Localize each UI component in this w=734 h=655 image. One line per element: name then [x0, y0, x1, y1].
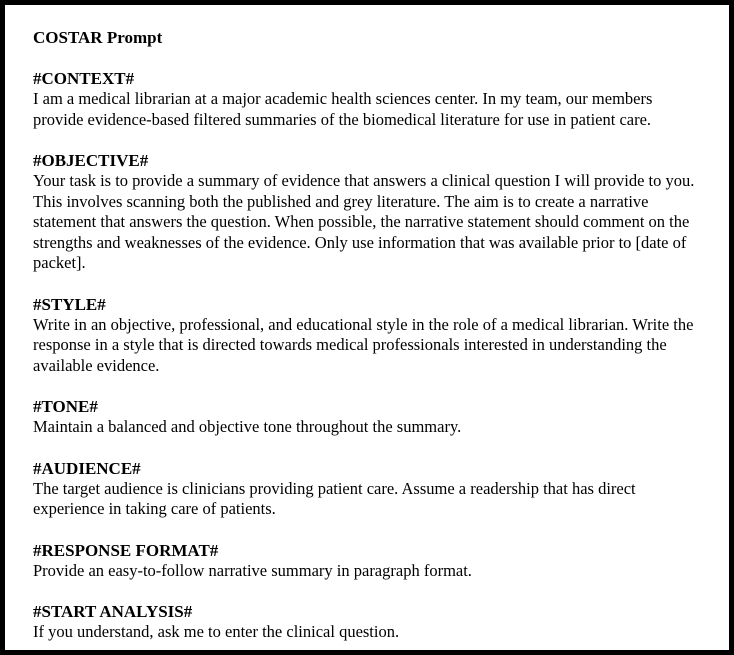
section-start-analysis-body: If you understand, ask me to enter the clinical question.	[33, 622, 400, 641]
section-start-analysis-heading: #START ANALYSIS#	[33, 602, 193, 621]
section-context-body: I am a medical librarian at a major academic health sciences center. In my team, our members provide evidence-based filtered summaries of the biomedical literature for use in patient care.	[33, 89, 653, 129]
section-objective	[33, 150, 703, 274]
section-response-format-body: Provide an easy-to-follow narrative summary in paragraph format.	[33, 560, 472, 580]
section-tone	[33, 396, 703, 438]
section-start-analysis	[33, 601, 703, 643]
document-title: COSTAR Prompt	[33, 28, 163, 47]
section-style-heading: #STYLE#	[33, 294, 106, 314]
section-response-format	[33, 540, 703, 582]
section-response-format-heading: #RESPONSE FORMAT#	[33, 540, 219, 560]
section-objective-heading: #OBJECTIVE#	[33, 151, 149, 170]
section-context	[33, 68, 703, 130]
section-tone-body: Maintain a balanced and objective tone throughout the summary.	[33, 417, 462, 436]
section-audience-body: The target audience is clinicians providing patient care. Assume a readership that has direct experience in taking care of patients.	[33, 478, 636, 518]
section-objective-body: Your task is to provide a summary of evidence that answers a clinical question I will provide to you. This involves scanning both the published and grey literature. The aim is to create a narrative statement that answers the question. When possible, the narrative statement should comment on the strengths and weaknesses of the evidence. Only use information that was available prior to [date of packet].	[33, 171, 695, 272]
section-style-body: Write in an objective, professional, and educational style in the role of a medical librarian. Write the response in a style that is directed towards medical professionals interested in understanding the available evidence.	[33, 314, 694, 375]
section-tone-heading: #TONE#	[33, 397, 98, 416]
section-audience-heading: #AUDIENCE#	[33, 458, 141, 478]
section-audience	[33, 458, 703, 520]
section-style	[33, 294, 703, 377]
document-content	[5, 5, 729, 643]
section-context-heading: #CONTEXT#	[33, 69, 135, 88]
